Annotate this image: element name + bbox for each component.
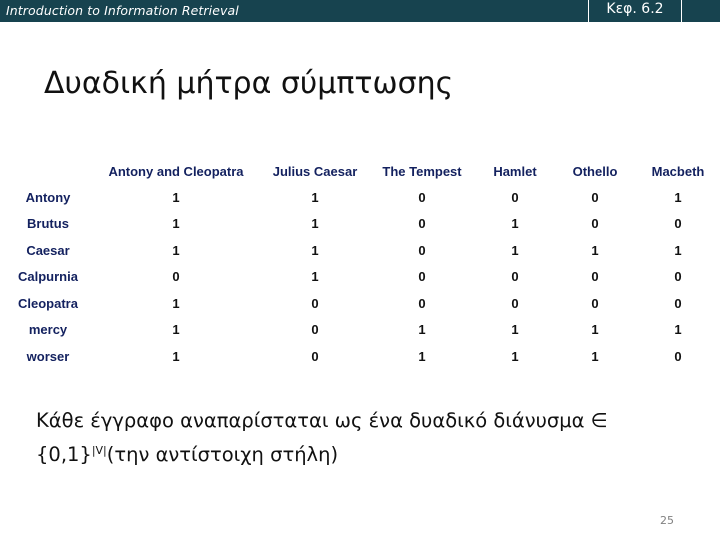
matrix-cell: 0 (418, 216, 426, 232)
matrix-cell: 1 (172, 189, 180, 205)
slide-title: Δυαδική μήτρα σύμπτωσης (44, 66, 454, 101)
matrix-cell: 1 (172, 348, 180, 364)
column-header: Antony and Cleopatra (108, 163, 244, 179)
matrix-cell: 0 (591, 269, 599, 285)
column-header: The Tempest (382, 163, 462, 179)
matrix-cell: 1 (172, 295, 180, 311)
column-header: Othello (572, 163, 618, 179)
matrix-cell: 0 (511, 295, 519, 311)
matrix-cell: 1 (674, 322, 682, 338)
matrix-row (8, 211, 718, 238)
matrix-row (8, 264, 718, 291)
matrix-cell: 0 (591, 295, 599, 311)
matrix-cell: 0 (311, 348, 319, 364)
section-badge: Κεφ. 6.2 (588, 0, 682, 23)
matrix-cell: 1 (311, 242, 319, 258)
matrix-cell: 1 (511, 322, 519, 338)
matrix-row (8, 343, 718, 370)
matrix-cell: 0 (674, 216, 682, 232)
matrix-cell: 1 (674, 242, 682, 258)
matrix-cell: 0 (511, 189, 519, 205)
column-header: Julius Caesar (272, 163, 358, 179)
row-term: Calpurnia (18, 269, 78, 285)
matrix-cell: 0 (511, 269, 519, 285)
matrix-cell: 1 (172, 322, 180, 338)
matrix-cell: 0 (311, 322, 319, 338)
column-header: Hamlet (493, 163, 537, 179)
row-term: worser (26, 348, 70, 364)
matrix-cell: 1 (511, 216, 519, 232)
matrix-cell: 0 (172, 269, 180, 285)
matrix-cell: 1 (418, 322, 426, 338)
matrix-cell: 1 (172, 242, 180, 258)
matrix-cell: 0 (418, 189, 426, 205)
matrix-cell: 0 (311, 295, 319, 311)
page-number: 25 (660, 514, 674, 527)
matrix-cell: 1 (511, 348, 519, 364)
matrix-row (8, 317, 718, 344)
matrix-cell: 1 (418, 348, 426, 364)
matrix-row (8, 237, 718, 264)
body-paragraph (36, 406, 676, 470)
matrix-cell: 1 (311, 269, 319, 285)
matrix-cell: 0 (674, 348, 682, 364)
matrix-cell: 1 (172, 216, 180, 232)
matrix-cell: 0 (674, 295, 682, 311)
row-term: mercy (28, 322, 68, 338)
matrix-cell: 1 (591, 242, 599, 258)
body-text-tail: (την αντίστοιχη στήλη) (106, 443, 339, 466)
matrix-header-row (8, 158, 718, 184)
row-term: Antony (25, 189, 71, 205)
course-title: Introduction to Information Retrieval (6, 3, 239, 18)
matrix-cell: 1 (311, 216, 319, 232)
matrix-cell: 0 (591, 216, 599, 232)
matrix-cell: 1 (511, 242, 519, 258)
vocabulary-size-superscript: |V| (91, 444, 107, 457)
matrix-cell: 1 (311, 189, 319, 205)
matrix-cell: 1 (674, 189, 682, 205)
body-text-main: Κάθε έγγραφο αναπαρίσταται ως ένα δυαδικό διάνυσμα ∈ {0,1} (36, 409, 608, 466)
row-term: Cleopatra (18, 295, 78, 311)
matrix-cell: 0 (418, 242, 426, 258)
column-header: Macbeth (651, 163, 705, 179)
incidence-matrix (8, 158, 718, 370)
matrix-cell: 0 (674, 269, 682, 285)
matrix-row (8, 290, 718, 317)
row-term: Caesar (26, 242, 70, 258)
matrix-cell: 0 (418, 269, 426, 285)
matrix-cell: 0 (591, 189, 599, 205)
matrix-cell: 1 (591, 348, 599, 364)
corner-cell (8, 158, 88, 184)
matrix-row (8, 184, 718, 211)
row-term: Brutus (27, 216, 69, 232)
matrix-cell: 0 (418, 295, 426, 311)
matrix-cell: 1 (591, 322, 599, 338)
